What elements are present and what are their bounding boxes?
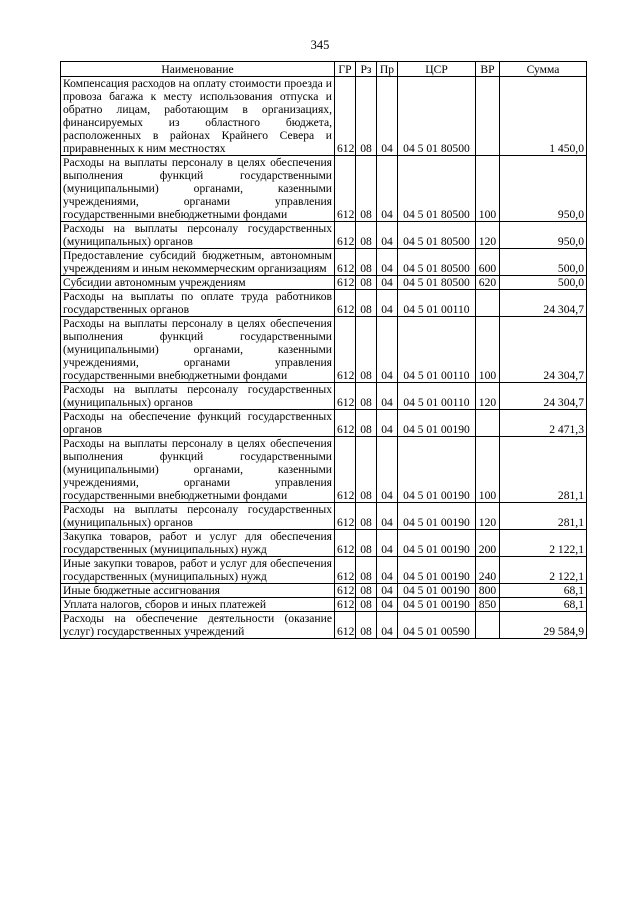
cell-name: Субсидии автономным учреждениям bbox=[61, 276, 335, 290]
table-body bbox=[61, 77, 587, 639]
cell-name: Расходы на выплаты персоналу в целях обеспечения выполнения функций государственными (муниципальными) органами, казенными учреждениями, органами управления государственными внебюджетными фондами bbox=[61, 437, 335, 503]
cell-name: Расходы на обеспечение деятельности (оказание услуг) государственных учреждений bbox=[61, 612, 335, 639]
cell-sum: 2 122,1 bbox=[500, 557, 587, 584]
cell-pr: 04 bbox=[377, 557, 398, 584]
cell-vr: 600 bbox=[476, 249, 500, 276]
cell-pr: 04 bbox=[377, 410, 398, 437]
cell-vr: 120 bbox=[476, 503, 500, 530]
header-rz: Рз bbox=[356, 62, 377, 77]
cell-sum: 24 304,7 bbox=[500, 317, 587, 383]
cell-sum: 950,0 bbox=[500, 222, 587, 249]
cell-sum: 68,1 bbox=[500, 598, 587, 612]
cell-pr: 04 bbox=[377, 249, 398, 276]
cell-gr: 612 bbox=[335, 156, 356, 222]
cell-vr: 800 bbox=[476, 584, 500, 598]
cell-name: Закупка товаров, работ и услуг для обеспечения государственных (муниципальных) нужд bbox=[61, 530, 335, 557]
cell-csr: 04 5 01 80500 bbox=[398, 276, 476, 290]
table-header bbox=[61, 62, 587, 77]
cell-pr: 04 bbox=[377, 222, 398, 249]
cell-vr: 850 bbox=[476, 598, 500, 612]
cell-sum: 2 471,3 bbox=[500, 410, 587, 437]
cell-rz: 08 bbox=[356, 612, 377, 639]
cell-csr: 04 5 01 00190 bbox=[398, 598, 476, 612]
cell-rz: 08 bbox=[356, 276, 377, 290]
cell-gr: 612 bbox=[335, 77, 356, 156]
budget-table bbox=[60, 61, 587, 639]
header-vr: ВР bbox=[476, 62, 500, 77]
cell-name: Расходы на выплаты персоналу в целях обеспечения выполнения функций государственными (муниципальными) органами, казенными учреждениями, органами управления государственными внебюджетными фондами bbox=[61, 317, 335, 383]
page-number: 345 bbox=[310, 38, 330, 52]
cell-gr: 612 bbox=[335, 317, 356, 383]
cell-vr bbox=[476, 410, 500, 437]
header-gr: ГР bbox=[335, 62, 356, 77]
cell-csr: 04 5 01 00590 bbox=[398, 612, 476, 639]
table-row bbox=[61, 222, 587, 249]
header-row bbox=[61, 62, 587, 77]
cell-gr: 612 bbox=[335, 503, 356, 530]
cell-sum: 1 450,0 bbox=[500, 77, 587, 156]
cell-pr: 04 bbox=[377, 77, 398, 156]
cell-gr: 612 bbox=[335, 410, 356, 437]
header-sum: Сумма bbox=[500, 62, 587, 77]
cell-rz: 08 bbox=[356, 222, 377, 249]
cell-pr: 04 bbox=[377, 530, 398, 557]
cell-gr: 612 bbox=[335, 290, 356, 317]
cell-csr: 04 5 01 00110 bbox=[398, 290, 476, 317]
cell-csr: 04 5 01 00110 bbox=[398, 317, 476, 383]
cell-gr: 612 bbox=[335, 557, 356, 584]
table-row bbox=[61, 317, 587, 383]
cell-gr: 612 bbox=[335, 276, 356, 290]
cell-rz: 08 bbox=[356, 410, 377, 437]
cell-csr: 04 5 01 80500 bbox=[398, 156, 476, 222]
cell-gr: 612 bbox=[335, 598, 356, 612]
cell-rz: 08 bbox=[356, 249, 377, 276]
cell-csr: 04 5 01 00190 bbox=[398, 557, 476, 584]
cell-rz: 08 bbox=[356, 584, 377, 598]
cell-vr: 100 bbox=[476, 317, 500, 383]
cell-name: Расходы на выплаты персоналу государственных (муниципальных) органов bbox=[61, 503, 335, 530]
table-row bbox=[61, 557, 587, 584]
cell-sum: 24 304,7 bbox=[500, 290, 587, 317]
cell-rz: 08 bbox=[356, 156, 377, 222]
cell-rz: 08 bbox=[356, 77, 377, 156]
table-row bbox=[61, 598, 587, 612]
cell-vr bbox=[476, 612, 500, 639]
table-row bbox=[61, 584, 587, 598]
cell-pr: 04 bbox=[377, 598, 398, 612]
cell-sum: 24 304,7 bbox=[500, 383, 587, 410]
cell-gr: 612 bbox=[335, 612, 356, 639]
cell-rz: 08 bbox=[356, 383, 377, 410]
cell-name: Предоставление субсидий бюджетным, автономным учреждениям и иным некоммерческим организациям bbox=[61, 249, 335, 276]
table-row bbox=[61, 612, 587, 639]
cell-name: Расходы на выплаты по оплате труда работников государственных органов bbox=[61, 290, 335, 317]
cell-vr: 100 bbox=[476, 437, 500, 503]
table-row bbox=[61, 276, 587, 290]
table-row bbox=[61, 156, 587, 222]
cell-sum: 29 584,9 bbox=[500, 612, 587, 639]
table-row bbox=[61, 383, 587, 410]
cell-csr: 04 5 01 00190 bbox=[398, 503, 476, 530]
cell-pr: 04 bbox=[377, 317, 398, 383]
cell-vr: 120 bbox=[476, 222, 500, 249]
cell-sum: 68,1 bbox=[500, 584, 587, 598]
table-row bbox=[61, 503, 587, 530]
cell-name: Компенсация расходов на оплату стоимости проезда и провоза багажа к месту использования отпуска и обратно лицам, работающим в организациях, финансируемых из областного бюджета, расположенных в районах Крайнего Севера и приравненных к ним местностях bbox=[61, 77, 335, 156]
header-pr: Пр bbox=[377, 62, 398, 77]
cell-pr: 04 bbox=[377, 276, 398, 290]
cell-vr: 120 bbox=[476, 383, 500, 410]
cell-name: Расходы на обеспечение функций государственных органов bbox=[61, 410, 335, 437]
cell-rz: 08 bbox=[356, 437, 377, 503]
cell-sum: 500,0 bbox=[500, 276, 587, 290]
cell-gr: 612 bbox=[335, 584, 356, 598]
cell-gr: 612 bbox=[335, 222, 356, 249]
cell-pr: 04 bbox=[377, 584, 398, 598]
cell-rz: 08 bbox=[356, 317, 377, 383]
cell-pr: 04 bbox=[377, 156, 398, 222]
cell-csr: 04 5 01 80500 bbox=[398, 77, 476, 156]
cell-vr: 620 bbox=[476, 276, 500, 290]
table-row bbox=[61, 249, 587, 276]
cell-pr: 04 bbox=[377, 437, 398, 503]
cell-vr: 100 bbox=[476, 156, 500, 222]
cell-rz: 08 bbox=[356, 290, 377, 317]
cell-vr bbox=[476, 77, 500, 156]
cell-csr: 04 5 01 00190 bbox=[398, 437, 476, 503]
cell-csr: 04 5 01 00190 bbox=[398, 584, 476, 598]
cell-csr: 04 5 01 00110 bbox=[398, 383, 476, 410]
table-row bbox=[61, 290, 587, 317]
table-row bbox=[61, 530, 587, 557]
cell-vr bbox=[476, 290, 500, 317]
cell-vr: 200 bbox=[476, 530, 500, 557]
table-row bbox=[61, 410, 587, 437]
cell-name: Расходы на выплаты персоналу государственных (муниципальных) органов bbox=[61, 383, 335, 410]
cell-rz: 08 bbox=[356, 598, 377, 612]
cell-pr: 04 bbox=[377, 383, 398, 410]
cell-gr: 612 bbox=[335, 437, 356, 503]
cell-csr: 04 5 01 00190 bbox=[398, 530, 476, 557]
header-name: Наименование bbox=[61, 62, 335, 77]
cell-rz: 08 bbox=[356, 557, 377, 584]
cell-name: Иные бюджетные ассигнования bbox=[61, 584, 335, 598]
cell-csr: 04 5 01 80500 bbox=[398, 249, 476, 276]
cell-sum: 281,1 bbox=[500, 503, 587, 530]
cell-csr: 04 5 01 80500 bbox=[398, 222, 476, 249]
cell-name: Уплата налогов, сборов и иных платежей bbox=[61, 598, 335, 612]
cell-sum: 2 122,1 bbox=[500, 530, 587, 557]
cell-name: Иные закупки товаров, работ и услуг для обеспечения государственных (муниципальных) нужд bbox=[61, 557, 335, 584]
cell-sum: 950,0 bbox=[500, 156, 587, 222]
cell-name: Расходы на выплаты персоналу в целях обеспечения выполнения функций государственными (муниципальными) органами, казенными учреждениями, органами управления государственными внебюджетными фондами bbox=[61, 156, 335, 222]
cell-vr: 240 bbox=[476, 557, 500, 584]
table-row bbox=[61, 77, 587, 156]
table-row bbox=[61, 437, 587, 503]
cell-pr: 04 bbox=[377, 290, 398, 317]
cell-gr: 612 bbox=[335, 249, 356, 276]
header-csr: ЦСР bbox=[398, 62, 476, 77]
cell-gr: 612 bbox=[335, 383, 356, 410]
cell-name: Расходы на выплаты персоналу государственных (муниципальных) органов bbox=[61, 222, 335, 249]
cell-pr: 04 bbox=[377, 503, 398, 530]
cell-pr: 04 bbox=[377, 612, 398, 639]
cell-gr: 612 bbox=[335, 530, 356, 557]
cell-sum: 500,0 bbox=[500, 249, 587, 276]
cell-rz: 08 bbox=[356, 530, 377, 557]
cell-sum: 281,1 bbox=[500, 437, 587, 503]
cell-rz: 08 bbox=[356, 503, 377, 530]
cell-csr: 04 5 01 00190 bbox=[398, 410, 476, 437]
